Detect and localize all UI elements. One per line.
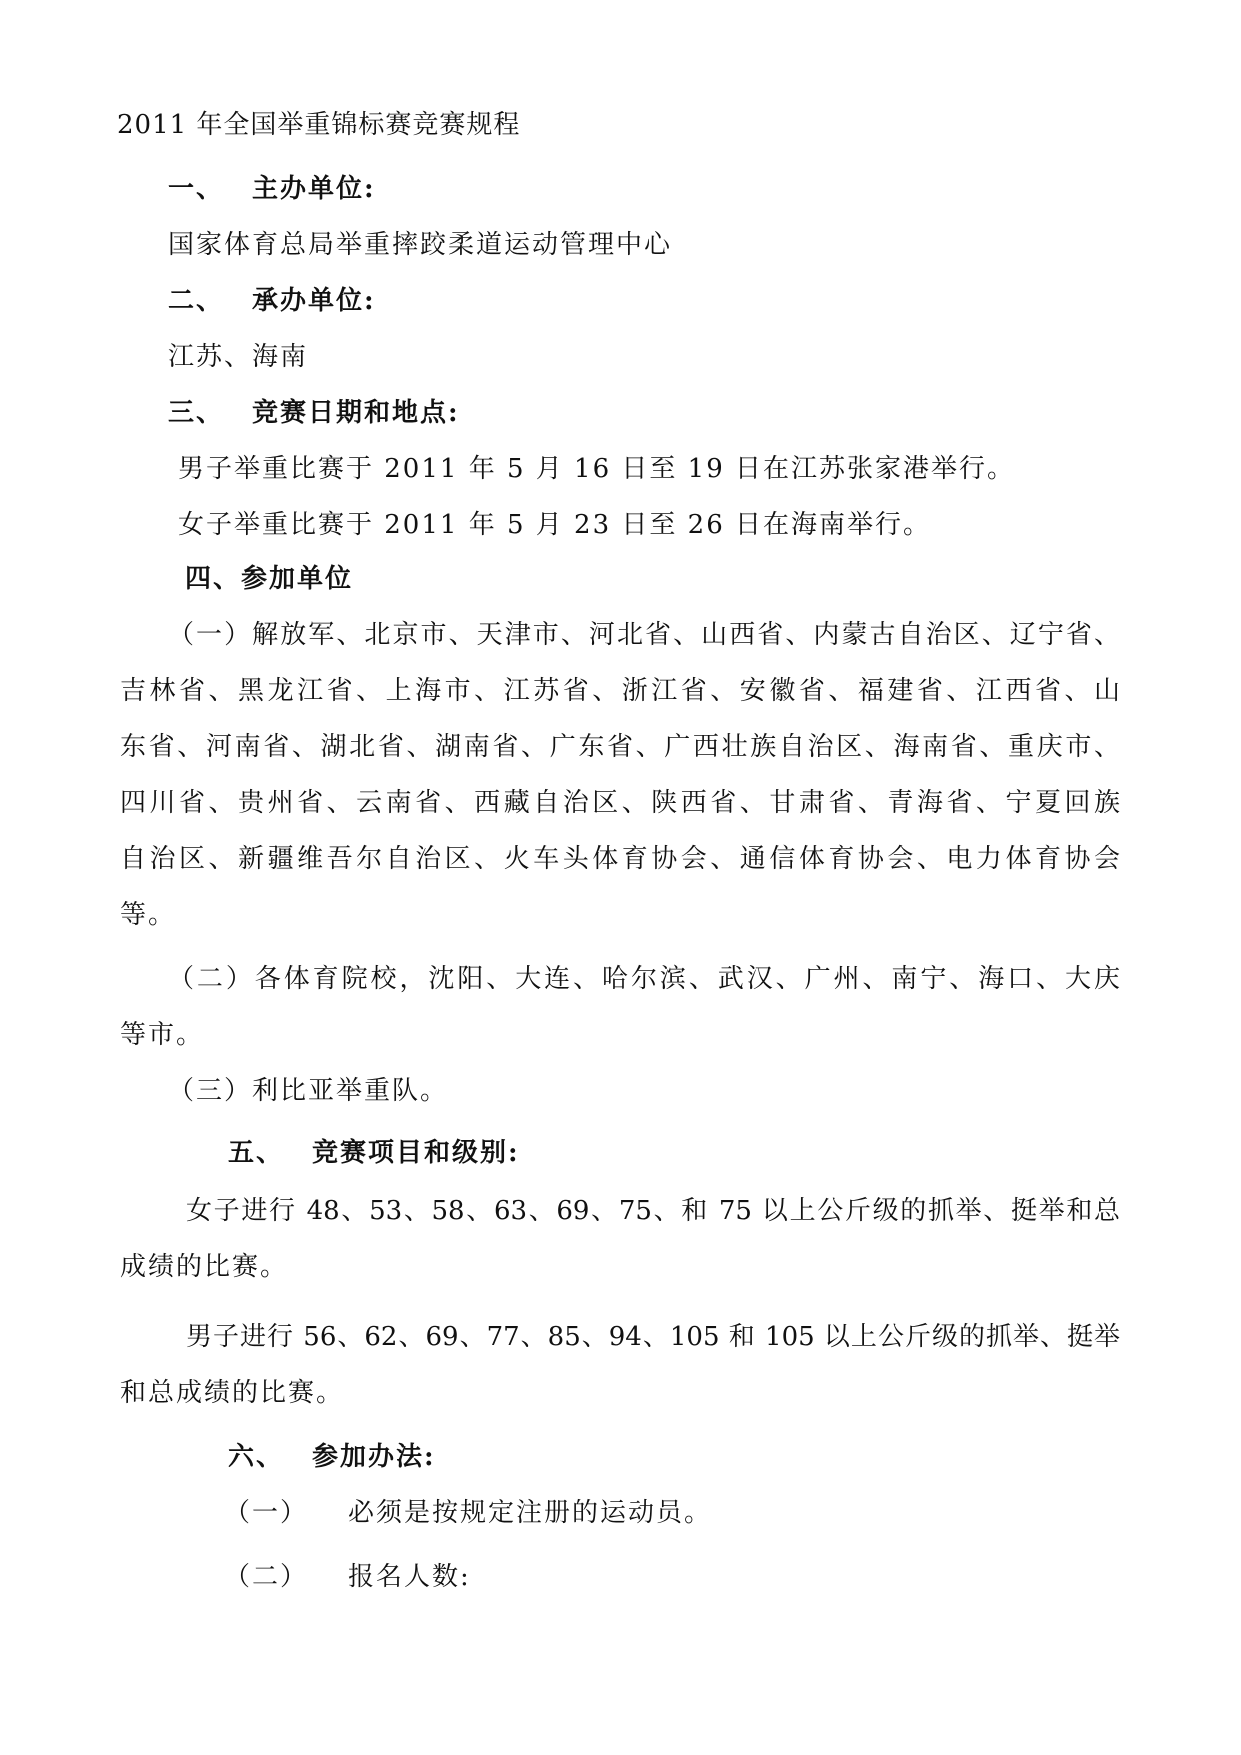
paragraph-line: 自治区、新疆维吾尔自治区、火车头体育协会、通信体育协会、电力体育协会 [120, 844, 1120, 874]
paragraph-line: 男子举重比赛于 2011 年 5 月 16 日至 19 日在江苏张家港举行。 [178, 454, 1015, 484]
section-number: 三、 [168, 398, 225, 428]
section-title: 主办单位: [252, 174, 376, 204]
paragraph-line: 和总成绩的比赛。 [120, 1378, 345, 1408]
paragraph-line: 成绩的比赛。 [120, 1252, 289, 1282]
list-marker: （二） [224, 1562, 309, 1592]
list-text: 报名人数: [348, 1562, 471, 1592]
section-number: 六、 [228, 1442, 285, 1472]
list-item [224, 1560, 471, 1594]
paragraph-line: （二）各体育院校，沈阳、大连、哈尔滨、武汉、广州、南宁、海口、大庆 [168, 964, 1120, 994]
section-heading-5 [228, 1136, 520, 1170]
section-title: 承办单位: [252, 286, 376, 316]
section-heading-2 [168, 284, 376, 318]
section-title: 竞赛项目和级别: [312, 1138, 520, 1168]
paragraph-line: 国家体育总局举重摔跤柔道运动管理中心 [168, 230, 673, 260]
section-heading-4 [185, 562, 353, 596]
section-number: 四、 [185, 564, 242, 594]
paragraph-line: 四川省、贵州省、云南省、西藏自治区、陕西省、甘肃省、青海省、宁夏回族 [120, 788, 1120, 818]
paragraph-line: 东省、河南省、湖北省、湖南省、广东省、广西壮族自治区、海南省、重庆市、 [120, 732, 1120, 762]
section-title: 竞赛日期和地点: [252, 398, 460, 428]
paragraph-line: 吉林省、黑龙江省、上海市、江苏省、浙江省、安徽省、福建省、江西省、山 [120, 676, 1120, 706]
paragraph-line: 女子进行 48、53、58、63、69、75、和 75 以上公斤级的抓举、挺举和总 [186, 1196, 1120, 1226]
document-title: 2011 年全国举重锦标赛竞赛规程 [117, 110, 521, 140]
paragraph-line: 男子进行 56、62、69、77、85、94、105 和 105 以上公斤级的抓举、挺举 [186, 1322, 1120, 1352]
list-text: 必须是按规定注册的运动员。 [348, 1498, 713, 1528]
section-heading-3 [168, 396, 460, 430]
paragraph-line: 女子举重比赛于 2011 年 5 月 23 日至 26 日在海南举行。 [178, 510, 931, 540]
paragraph-line: 江苏、海南 [168, 342, 309, 372]
section-title: 参加办法: [312, 1442, 436, 1472]
paragraph-line: 等。 [120, 900, 177, 930]
section-number: 二、 [168, 286, 225, 316]
section-heading-6 [228, 1440, 436, 1474]
list-item [224, 1496, 712, 1530]
paragraph-line: （一）解放军、北京市、天津市、河北省、山西省、内蒙古自治区、辽宁省、 [168, 620, 1120, 650]
section-number: 一、 [168, 174, 225, 204]
section-title: 参加单位 [241, 564, 354, 594]
paragraph-line: （三）利比亚举重队。 [168, 1076, 449, 1106]
section-heading-1 [168, 172, 376, 206]
section-number: 五、 [228, 1138, 285, 1168]
list-marker: （一） [224, 1498, 309, 1528]
paragraph-line: 等市。 [120, 1020, 205, 1050]
